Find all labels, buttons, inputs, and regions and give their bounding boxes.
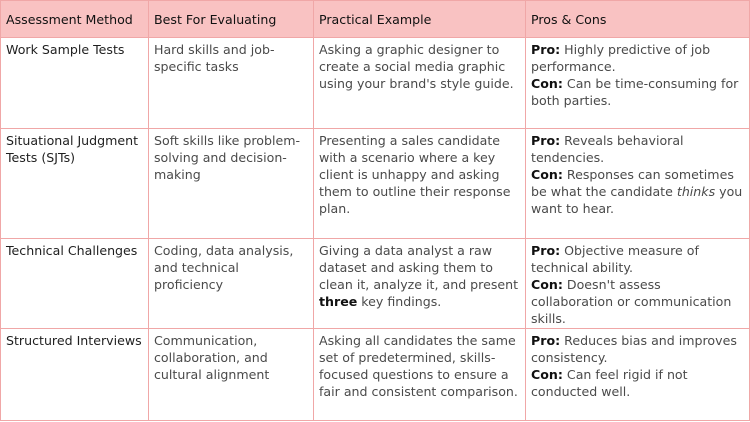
method-cell: Situational Judgment Tests (SJTs): [1, 129, 149, 239]
pros-cons-cell: [526, 38, 750, 129]
con-text-before: Responses can sometimes be what the candidate: [531, 167, 734, 199]
pro-text: Reveals behavioral tendencies.: [531, 133, 684, 165]
example-cell: Asking a graphic designer to create a social media graphic using your brand's style guide.: [314, 38, 526, 129]
pro-text: Reduces bias and improves consistency.: [531, 333, 737, 365]
table-header-row: [1, 1, 750, 38]
example-text-after: key findings.: [357, 294, 442, 309]
method-cell: Technical Challenges: [1, 239, 149, 329]
column-header-best-for-evaluating: Best For Evaluating: [149, 1, 314, 38]
best-for-cell: Communication, collaboration, and cultural alignment: [149, 329, 314, 421]
con-text-after: you want to hear.: [531, 184, 743, 216]
table-row: [1, 38, 750, 129]
column-header-assessment-method: Assessment Method: [1, 1, 149, 38]
con-label: Con:: [531, 367, 563, 382]
con-text: Doesn't assess collaboration or communication skills.: [531, 277, 732, 326]
best-for-cell: Coding, data analysis, and technical proficiency: [149, 239, 314, 329]
con-text-emphasis: thinks: [676, 184, 716, 199]
table-row: [1, 329, 750, 421]
pros-cons-cell: [526, 239, 750, 329]
pro-label: Pro:: [531, 243, 561, 258]
best-for-cell: Soft skills like problem-solving and decision-making: [149, 129, 314, 239]
con-label: Con:: [531, 277, 563, 292]
example-cell: Asking all candidates the same set of predetermined, skills-focused questions to ensure a fair and consistent comparison.: [314, 329, 526, 421]
con-line: [531, 166, 744, 217]
con-label: Con:: [531, 76, 563, 91]
example-cell: Presenting a sales candidate with a scenario where a key client is unhappy and asking them to outline their response plan.: [314, 129, 526, 239]
pro-label: Pro:: [531, 133, 561, 148]
pro-text: Objective measure of technical ability.: [531, 243, 699, 275]
pro-line: [531, 242, 744, 276]
pro-line: [531, 132, 744, 166]
pro-line: [531, 41, 744, 75]
method-cell: Work Sample Tests: [1, 38, 149, 129]
con-line: [531, 276, 744, 327]
table-row: [1, 129, 750, 239]
con-line: [531, 366, 744, 400]
con-text: Can feel rigid if not conducted well.: [531, 367, 688, 399]
pros-cons-cell: [526, 329, 750, 421]
pros-cons-cell: [526, 129, 750, 239]
column-header-practical-example: Practical Example: [314, 1, 526, 38]
pro-label: Pro:: [531, 42, 561, 57]
table-row: [1, 239, 750, 329]
method-cell: Structured Interviews: [1, 329, 149, 421]
example-cell: [314, 239, 526, 329]
best-for-cell: Hard skills and job-specific tasks: [149, 38, 314, 129]
con-text: Can be time-consuming for both parties.: [531, 76, 739, 108]
pro-label: Pro:: [531, 333, 561, 348]
con-line: [531, 75, 744, 109]
example-text-before: Giving a data analyst a raw dataset and asking them to clean it, analyze it, and present: [319, 243, 519, 292]
pro-line: [531, 332, 744, 366]
pro-text: Highly predictive of job performance.: [531, 42, 711, 74]
column-header-pros-cons: Pros & Cons: [526, 1, 750, 38]
con-label: Con:: [531, 167, 563, 182]
example-text-strong: three: [319, 294, 358, 309]
